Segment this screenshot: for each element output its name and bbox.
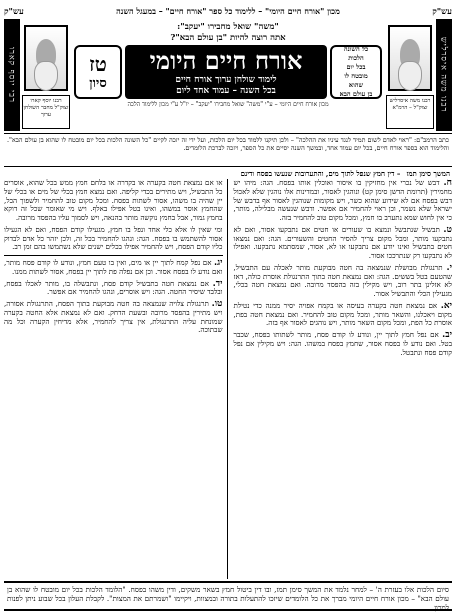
- side-box-line: כל השונה: [343, 45, 369, 53]
- paragraph-number: יא.: [440, 300, 452, 311]
- right-portrait-caption: רבנו משה איסרליש זצוק"ל – הרמ"א: [386, 95, 434, 129]
- top-left-label: עש"ק: [4, 6, 24, 17]
- topic-siman: המשך סימן תמז: [406, 169, 450, 178]
- portrait-frame: [24, 25, 68, 91]
- subtitle-2: בכל השנה – עמוד אחד ליום: [176, 86, 276, 96]
- main-title: אורח חיים היומי: [149, 46, 303, 75]
- paragraph-number: י.: [446, 262, 452, 273]
- subtitle-1: לימוד שולחן ערוך אורח חיים: [175, 75, 277, 85]
- top-center-label: מכון "אורח חיים היומי" – ללימוד כל ספר "אורח חיים" – במעגל השנה: [116, 6, 340, 16]
- side-box-line: בן עולם הבא: [339, 90, 373, 98]
- header-quote-2: אתה רוצה להיות "בן עולם הבא"?: [170, 33, 286, 43]
- left-portrait-caption: רבנו יוסף קארו זצוק"ל מחבר השולחן ערוך: [22, 95, 70, 129]
- paragraph: [4, 226, 223, 252]
- paragraph-text: תרנגולת צלויה שנמצאה בה חטה מבוקעת בתוך הפסח, התרנגולת אסורה, ויש מתירין בהפסד מרובה ובשעת הדחק. ואם לא נמצאת אלא החטה בקערה שמונחת עליה התרנגולת, אין צריך להחמיר, אלא מדיחין הקערה וכל מה שבתוכה.: [4, 299, 223, 335]
- paragraph-number: ט.: [443, 224, 452, 235]
- title-bar: [74, 45, 382, 99]
- paragraph-number: טו.: [211, 299, 223, 309]
- publisher-line: מכון אורח חיים היומי – ע"י "משה" שואל מחבירו "יעקב" – יו"ל ע"י מכון ללימוד הלכה: [127, 101, 329, 108]
- paragraph-number: יב.: [442, 330, 452, 340]
- date-box: [74, 45, 122, 99]
- paragraph-number: יג.: [214, 258, 223, 268]
- side-box-line: בכל יום: [346, 63, 366, 71]
- top-banner: [4, 3, 452, 19]
- paragraph: [4, 300, 223, 335]
- header-center: [72, 19, 384, 131]
- side-box: [330, 45, 382, 99]
- date-day: טז: [89, 52, 107, 76]
- left-column: [4, 179, 228, 579]
- divider: [4, 255, 223, 256]
- paragraph-text: תבשיל שנתבשל ונמצא בו שעורים או חטים אם נתבקעו אסור, ואם לא נתבקעו מותר, ומכל מקום צריך להסיר החטים והשעורים. הגה: ואם נמצאו חטים בתבשיל ואינו יודע אם נתבקעו או לא, אסור, שמסתמא נתבקעו. ואפילו לא נתבקעו רק שנתרככו אסור.: [233, 224, 452, 260]
- header: [4, 19, 452, 131]
- side-box-line: מובטח לו: [344, 72, 368, 80]
- paragraph-number: יד.: [212, 278, 223, 289]
- left-portrait: [20, 19, 72, 131]
- beard-icon: [34, 61, 58, 91]
- paragraph: [4, 259, 223, 277]
- paragraph-text: תרנגולת מבושלת שנמצאה בה חטה מבוקעת מותר לאכלה עם התבשיל, שהטעם בטל בששים. הגה: ואם נמצאת חטה בתוך התרנגולת אוסרת כולה, דאז לא אזלינן בתר רוב, ויש מקילין בזה בהפסד מרובה. ואם נמצאת חטה בכלי, מגעילין הכלי והתבשיל אסור.: [233, 262, 452, 298]
- right-portrait: [384, 19, 436, 131]
- title-main: [125, 45, 327, 99]
- left-band: רבי יוסף קארו: [4, 19, 20, 131]
- paragraph-text: אם נמצאת חטה בתבשיל קודם פסח, ונתבשלה בו, מותר לאכלו בפסח, ובלבד שיסיר החטה. הגה: ויש אוסרים, ונהגו להחמיר אם אפשר.: [4, 278, 223, 297]
- paragraph: [234, 331, 453, 357]
- side-box-line: הלכות: [348, 54, 364, 62]
- paragraph: [4, 280, 223, 298]
- paragraph-number: ח.: [443, 178, 452, 188]
- paragraph-text: או אם נמצאת חטה בקערה או בקדרה או בלחם חמץ ממש בכל שהוא, אוסרים כל התבשיל, ויש מתירים בכדי קליפה. ואם נמצא חמץ בכלי של מים או בכלי של יין שהיה בו משהו, אסור לשתות בפסח. ומכל מקום טוב להחמיר ולשפוך הכל, שהחמץ אוסר במשהו, ואינו בטל אפילו באלף. ויש מי שאומר שכל זה דוקא בחמץ גמור, אבל בחמץ נוקשה מותר בהנאה, ויש לסמוך עליו בהפסד מרובה.: [4, 178, 223, 222]
- intro-strip: כתב הרמב"ם: "ראוי לאדם לשום תמיד לנגד עיניו את ההלכה" – ולכן תיקנו ללמוד בכל יום הלכות, ועל ידי זה יזכה לקיים "כל השונה הלכות בכל יום מובטח לו שהוא בן עולם הבא". והלימוד הוא בספר אורח חיים, בכל יום עמוד אחד, ובמשך השנה יסיים את כל הספר, ויזכה לברכת הלומדים.: [4, 133, 452, 167]
- side-box-line: שהוא: [348, 81, 364, 89]
- right-column: [234, 179, 453, 579]
- paragraph-text: ומי שאין לו אלא כלי אחד ונפל בו חמץ, מגעילו קודם הפסח, ואם לא הגעילו אסור להשתמש בו בפסח. הגה: ונהגו להחמיר בכל זה, ולכן יזהר כל אדם לבדוק כליו קודם הפסח, ויש להחמיר אפילו בכלים ישנים שלא נשתמשו בהם זמן רב.: [4, 224, 223, 252]
- paragraph: [234, 302, 453, 328]
- paragraph: [4, 179, 223, 223]
- right-band: רבנו משה איסרליש: [436, 19, 452, 131]
- text-columns: [4, 179, 452, 579]
- bottom-strip: סיום הלכות אלו בעזרת ה' – למחר נלמד את המשך סימן תמז, ובו דין ביטול חמץ בשאר משקים, ודין משהו בפסח. "הלומד הלכות בכל יום מובטח לו שהוא בן עולם הבא" – מכון אורח חיים היומי מברך את כל הלומדים שיזכו להתעלות בתורה ובמצוות, ויקיימו "ושמרתם את המצות". לקבלת העלון בכל שבוע ניתן לפנות למכון.: [4, 581, 452, 611]
- paragraph-text: אם נפל קמח לתוך יין או מים, ואין בו טעם חמץ, ונודע לו קודם פסח מותר, ואם נודע לו בפסח אסור. וכן אם נפלה פת לתוך יין בפסח, אסור לשתות ממנו.: [4, 258, 223, 276]
- paragraph-text: דבש של נכרי אין מחזיקין בו איסור ואוכלין אותו בפסח. הגה: מיהו יש מחמירין (תרומת הדשן סימן קט) ונוהגין לאסור, ובמדינות אלו נוהגין שלא לאכול דבש בפסח אם לא שידוע שהוא כשר, ויש מקומות שנוהגין לאסור אף בדבש של ישראל שלא נשמר, וכן ראוי להחמיר אם אפשר. ודבש שנעשה מבלילה, מותר, כי אין לחוש שמא נתערב בו חמץ, ומכל מקום טוב להחמיר בזה.: [233, 178, 452, 222]
- portrait-frame: [388, 25, 432, 91]
- paragraph-text: אם נפל חמץ לתוך יין, ונודע לו קודם פסח, מותר לשתותו בפסח, שכבר בטל. ואם נודע לו בפסח אסור, שחמץ בפסח במשהו. הגה: ויש מקילין אם נפל קודם פסח ונתבטל.: [233, 330, 452, 357]
- paragraph: [234, 226, 453, 261]
- paragraph-text: אם נמצאת חטה בקערה בעיסה או בקמח אפויה יסיר ממנה כדי נטילת מקום ויאכלנו, והשאר מותר, ומכל מקום טוב להחמיר. ואם נמצאת חטה בפת, אוסרת כל הפת, ומכל מקום השאר מותר, ויש נוהגים לאסור אף בזה.: [233, 300, 452, 328]
- date-month: סיון: [89, 76, 107, 91]
- top-right-label: עש"ק: [432, 6, 452, 17]
- paragraph: [234, 179, 453, 223]
- paragraph: [234, 264, 453, 299]
- beard-icon: [398, 61, 422, 91]
- header-quote-1: "משה" שואל מחבירו "יעקב":: [177, 22, 279, 32]
- topic-title: – דין חמץ שנפל לתוך מים, והתערובות שנעשו בפסח ודינם: [240, 169, 401, 178]
